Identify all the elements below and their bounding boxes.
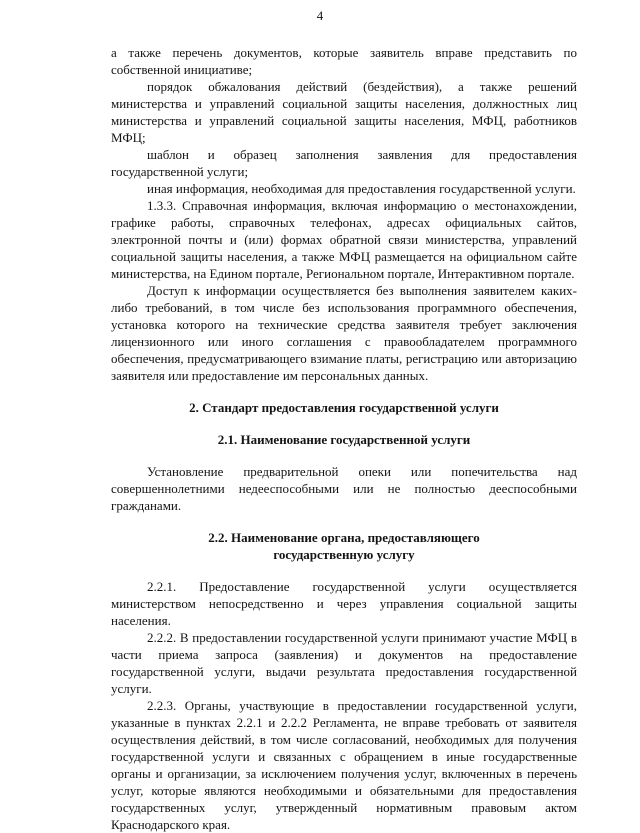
spacer bbox=[111, 416, 577, 431]
paragraph: Доступ к информации осуществляется без выполнения заявителем каких-либо требований, в том числе без использования программного обеспечения, установка которого на технические средства заявителя требует заключения лицензионного или иного соглашения с правообладателем программного обеспечения, предусматривающего взимание платы, регистрацию или авторизацию заявителя или предоставление им персональных данных. bbox=[111, 283, 577, 383]
paragraph: иная информация, необходимая для предоставления государственной услуги. bbox=[147, 181, 576, 196]
paragraph: Установление предварительной опеки или попечительства над совершеннолетними недееспособными или не полностью дееспособными гражданами. bbox=[111, 464, 577, 513]
section-heading: 2. Стандарт предоставления государственной услуги bbox=[189, 400, 499, 415]
document-body bbox=[111, 44, 577, 833]
paragraph: шаблон и образец заполнения заявления для предоставления государственной услуги; bbox=[111, 147, 577, 179]
section-heading: 2.1. Наименование государственной услуги bbox=[217, 432, 471, 447]
spacer bbox=[111, 563, 577, 578]
spacer bbox=[111, 514, 577, 529]
paragraph: порядок обжалования действий (бездействия), а также решений министерства и управлений социальной защиты населения, должностных лиц министерства и управлений социальной защиты населения, МФЦ, работников МФЦ; bbox=[111, 79, 577, 145]
paragraph: 2.2.2. В предоставлении государственной услуги принимают участие МФЦ в части приема запроса (заявления) и документов на предоставление государственной услуги, выдачи результата предоставления государственной услуги. bbox=[111, 630, 577, 696]
paragraph: 2.2.1. Предоставление государственной услуги осуществляется министерством непосредственно и через управления социальной защиты населения. bbox=[111, 579, 577, 628]
section-heading: государственную услугу bbox=[273, 547, 415, 562]
spacer bbox=[111, 384, 577, 399]
paragraph: 1.3.3. Справочная информация, включая информацию о местонахождении, графике работы, справочных телефонах, адресах официальных сайтов, электронной почты и (или) формах обратной связи министерства, управлений социальной защиты населения, а также МФЦ размещается на официальном сайте министерства, на Едином портале, Региональном портале, Интерактивном портале. bbox=[111, 198, 577, 281]
paragraph: 2.2.3. Органы, участвующие в предоставлении государственной услуги, указанные в пунктах 2.2.1 и 2.2.2 Регламента, не вправе требовать от заявителя осуществления действий, в том числе согласований, необходимых для получения государственной услуги и связанных с обращением в иные государственные органы и организации, за исключением получения услуг, включенных в перечень услуг, которые являются необходимыми и обязательными для предоставления государственных услуг, утвержденный нормативным правовым актом Краснодарского края. bbox=[111, 698, 577, 832]
section-heading: 2.2. Наименование органа, предоставляющего bbox=[208, 530, 480, 545]
spacer bbox=[111, 448, 577, 463]
page-number: 4 bbox=[316, 8, 324, 23]
paragraph: а также перечень документов, которые заявитель вправе представить по собственной инициативе; bbox=[111, 45, 577, 77]
